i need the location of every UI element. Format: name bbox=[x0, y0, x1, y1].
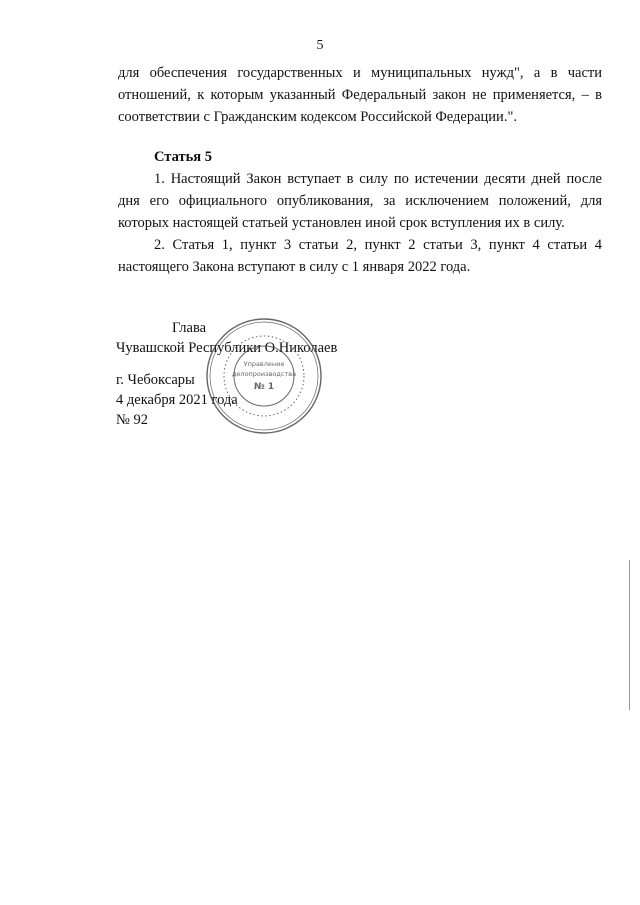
stamp-line-2: делопроизводства bbox=[231, 370, 297, 378]
article-paragraph-2: 2. Статья 1, пункт 3 статьи 2, пункт 2 статьи 3, пункт 4 статьи 4 настоящего Закона вступают в силу с 1 января 2022 года. bbox=[118, 237, 602, 275]
signature-number: № 92 bbox=[116, 412, 148, 428]
page-number: 5 bbox=[316, 38, 324, 53]
signature-title: Глава bbox=[172, 320, 207, 336]
stamp-line-1: Управление bbox=[243, 360, 285, 368]
scan-edge-line bbox=[629, 560, 630, 710]
stamp-line-3: № 1 bbox=[253, 382, 275, 392]
continuation-paragraph: для обеспечения государственных и муниципальных нужд", а в части отношений, к которым указанный Федеральный закон не применяется, – в соответствии с Гражданским кодексом Российской Федерации.". bbox=[118, 65, 602, 125]
continuation-block bbox=[118, 62, 602, 128]
official-stamp-seal bbox=[204, 316, 324, 436]
article-title: Статья 5 bbox=[154, 149, 212, 165]
article-5 bbox=[118, 146, 602, 278]
article-paragraph-1: 1. Настоящий Закон вступает в силу по истечении десяти дней после дня его официального опубликования, за исключением положений, для которых настоящей статьей установлен иной срок вступления их в силу. bbox=[118, 171, 602, 231]
signature-name-line: Чувашской Республики О.Николаев bbox=[116, 340, 338, 356]
signature-date: 4 декабря 2021 года bbox=[116, 392, 238, 408]
signature-city: г. Чебоксары bbox=[116, 372, 195, 388]
